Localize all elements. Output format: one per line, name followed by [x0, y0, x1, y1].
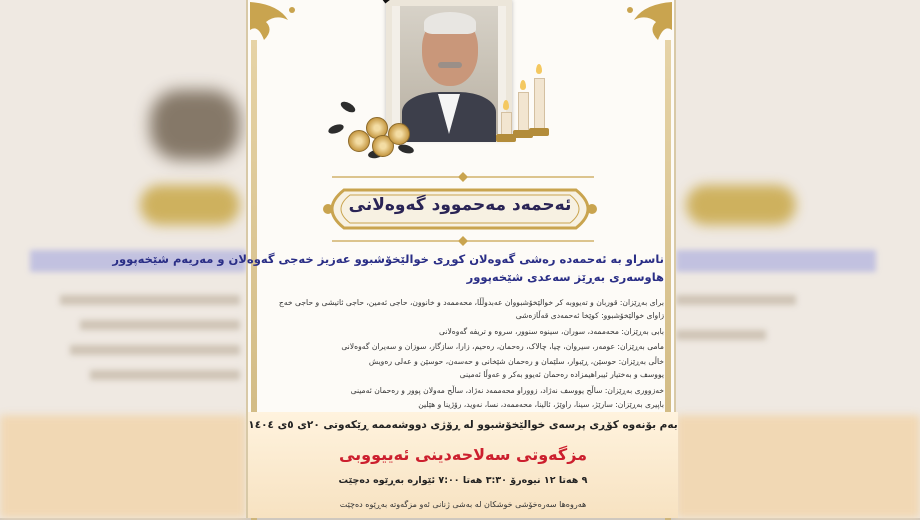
intro-line: ناسراو بە ئەحمەدە رەشی گەوەلان کوڕی خوالێخۆشبوو عەزیز خەجی گەوەلان و مەریەم شێخەپوور — [112, 252, 664, 266]
relatives-line: یووسف و بەختیار ئیبراهیمزادە رەحمان ئەیوو بەکر و عەوڵا ئەمینی — [459, 370, 664, 379]
divider-ornament-top — [332, 172, 594, 182]
relatives-line: زاوای خوالێخۆشبوو: کوێخا ئەحمەدی قەڵازەشی — [515, 311, 664, 320]
relatives-line: برای بەڕێزان: قوربان و تەیووبە کر خوالێخۆشبووان عەبدوڵڵا، محەممەد و خانوون، حاجی ئەمین، حاجی ئاتیشی و حاجی خەج — [278, 298, 664, 307]
relatives-line: خەزووری بەڕێزان: ساڵح یووسف نەژاد، زووراو محەممەد نەژاد، ساڵح مەولان پوور و رەحمان ئەمینی — [350, 386, 664, 395]
ceremony-info-panel — [248, 412, 678, 518]
relatives-line: باپیری بەڕێزان: سارێژ، سینا، راوێژ، ئالینا، محەممەد، نسا، نەوید، رۆژینا و هێلین — [418, 400, 664, 409]
name-banner — [314, 182, 606, 236]
relatives-line: خاڵی بەڕێزان: حوسێن، ڕێبوار، سلێمان و رەحمان شێخانی و حەسەن، حوسێن و عەلی رەویش — [368, 357, 664, 366]
corner-ornament-right — [604, 0, 674, 50]
deceased-name: ئەحمەد مەحموود گەوەلانی — [348, 195, 572, 215]
corner-ornament-left — [248, 0, 318, 50]
women-condolence-note: هەروەها سەرەخۆشی خوشکان لە بەشی ژنانی ئەو مزگەوتە بەڕێوە دەچێت — [339, 500, 587, 509]
ceremony-announcement: بەم بۆنەوە کۆڕی پرسەی خوالێخۆشبوو لە ڕۆژی دووشەممە ڕێکەوتی ٢٠ی ٥ی ١٤٠٤ — [248, 419, 678, 431]
ceremony-venue: مزگەوتی سەلاحەدینی ئەییووبی — [338, 445, 588, 464]
relatives-line: بابی بەڕێزان: محەممەد، سوران، سینوە سنوور، سروە و تریفە گەوەلانی — [439, 327, 664, 336]
intro-line: هاوسەری بەڕێز سەعدی شێخەپوور — [466, 270, 664, 284]
roses-decoration — [328, 95, 428, 165]
obituary-poster — [112, 0, 678, 518]
blurred-background-right — [676, 0, 920, 518]
ceremony-hours: ٩ هەتا ١٢ نیوەرۆ ٣:٣٠ هەتا ٧:٠٠ ئێوارە بەڕێوە دەچێت — [338, 475, 588, 486]
relatives-line: مامی بەڕێزان: عومەر، سیروان، چیا، چالاک، رەحمان، رەحیم، زارا، سازگار، سوزان و سەیران گەوەلانی — [341, 342, 664, 351]
divider-ornament-bottom — [332, 236, 594, 246]
